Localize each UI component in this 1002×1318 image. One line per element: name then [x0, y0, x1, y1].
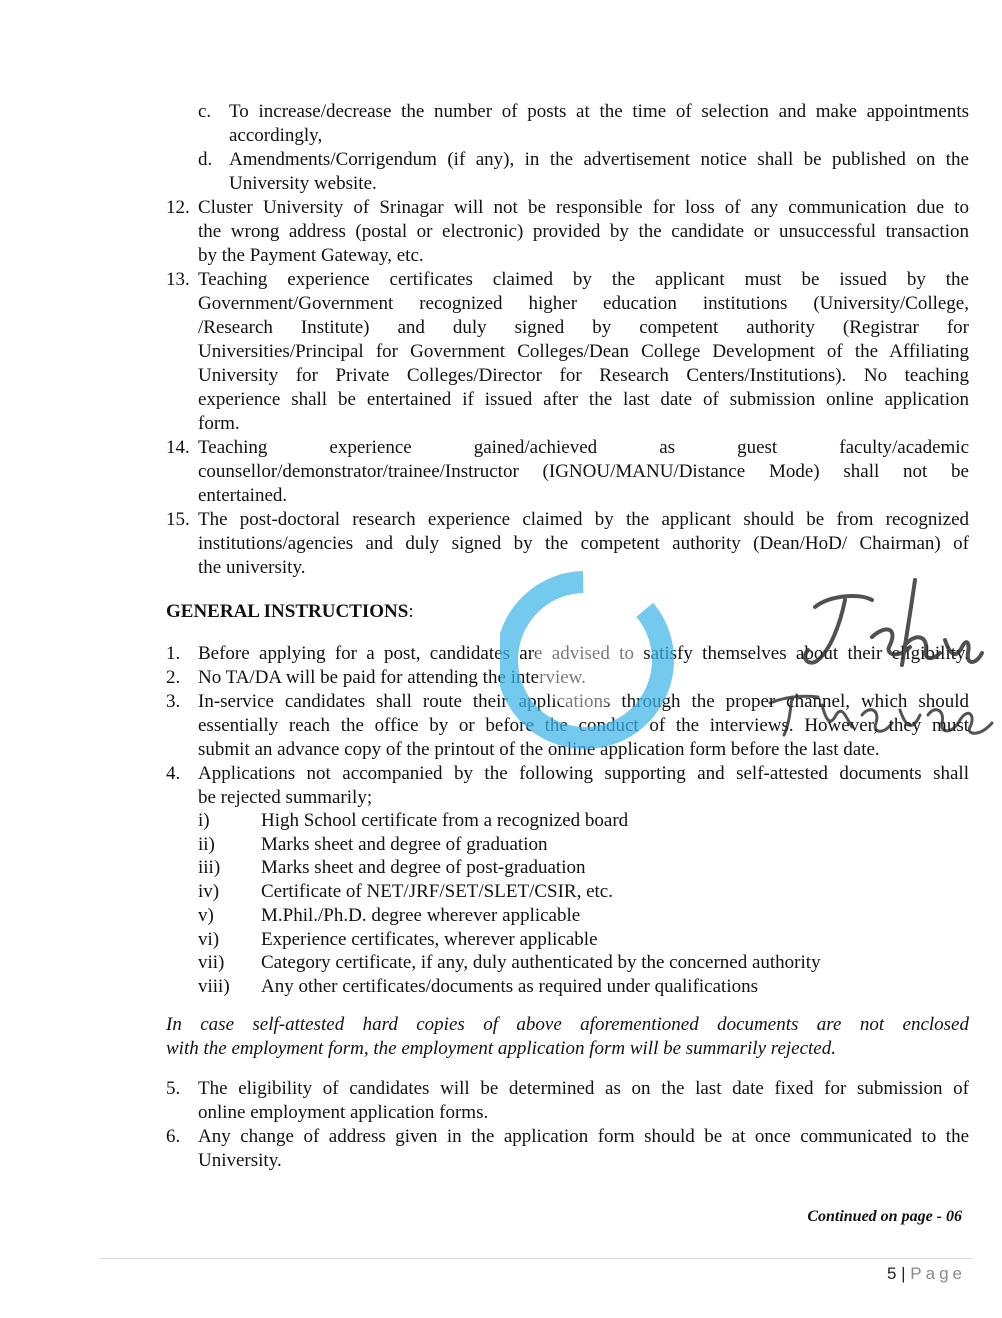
item-line: experience shall be entertained if issued after the last date of submission online application: [198, 389, 969, 410]
document-label: vii): [198, 952, 225, 973]
footer-separator: |: [901, 1264, 906, 1283]
document-label: iv): [198, 881, 220, 902]
document-label: ii): [198, 834, 215, 855]
item-line: by the Payment Gateway, etc.: [198, 245, 424, 266]
item-line: Teaching experience certificates claimed by the applicant must be issued by the: [198, 269, 969, 290]
page-word: Page: [910, 1264, 966, 1283]
instruction-number: 6.: [166, 1126, 181, 1147]
heading-colon: :: [408, 601, 414, 622]
italic-note-line: In case self-attested hard copies of above aforementioned documents are not enclosed: [166, 1014, 969, 1035]
sub-item-line: University website.: [229, 173, 377, 194]
instruction-number: 5.: [166, 1078, 181, 1099]
item-number: 15.: [166, 509, 190, 530]
document-text: Marks sheet and degree of post-graduation: [261, 857, 586, 878]
instruction-line: online employment application forms.: [198, 1102, 489, 1123]
item-number: 12.: [166, 197, 190, 218]
instruction-line: be rejected summarily;: [198, 787, 373, 808]
footer-divider: [100, 1258, 972, 1259]
general-instructions-heading: [166, 600, 414, 624]
document-text: Experience certificates, wherever applicable: [261, 929, 598, 950]
heading-text: GENERAL INSTRUCTIONS: [166, 601, 409, 622]
instruction-line: Before applying for a post, candidates are advised to satisfy themselves about their eligibility.: [198, 643, 969, 664]
sub-item-label: c.: [198, 101, 212, 122]
document-label: iii): [198, 857, 221, 878]
document-text: M.Phil./Ph.D. degree wherever applicable: [261, 905, 581, 926]
instruction-line: In-service candidates shall route their applications through the proper channel, which should: [198, 691, 969, 712]
document-text: Category certificate, if any, duly authenticated by the concerned authority: [261, 952, 821, 973]
instruction-line: Applications not accompanied by the following supporting and self-attested documents shall: [198, 763, 969, 784]
document-text: Any other certificates/documents as required under qualifications: [261, 976, 758, 997]
instruction-line: Any change of address given in the application form should be at once communicated to the: [198, 1126, 969, 1147]
document-label: v): [198, 905, 214, 926]
sub-item-line: To increase/decrease the number of posts at the time of selection and make appointments: [229, 101, 969, 122]
continued-note: Continued on page - 06: [807, 1208, 962, 1225]
item-line: Teaching experience gained/achieved as guest faculty/academic: [198, 437, 969, 458]
item-line: /Research Institute) and duly signed by competent authority (Registrar for: [198, 317, 969, 338]
page-footer: [887, 1264, 966, 1284]
sub-item-label: d.: [198, 149, 213, 170]
document-label: i): [198, 810, 210, 831]
item-line: The post-doctoral research experience claimed by the applicant should be from recognized: [198, 509, 969, 530]
instruction-line: The eligibility of candidates will be determined as on the last date fixed for submission of: [198, 1078, 969, 1099]
item-line: form.: [198, 413, 240, 434]
sub-item-line: accordingly,: [229, 125, 323, 146]
item-number: 13.: [166, 269, 190, 290]
italic-note-line: with the employment form, the employment application form will be summarily rejected.: [166, 1038, 836, 1059]
document-text: High School certificate from a recognized board: [261, 810, 629, 831]
item-line: the university.: [198, 557, 306, 578]
instruction-line: No TA/DA will be paid for attending the interview.: [198, 667, 586, 688]
item-line: counsellor/demonstrator/trainee/Instructor (IGNOU/MANU/Distance Mode) shall not be: [198, 461, 969, 482]
sub-item-line: Amendments/Corrigendum (if any), in the advertisement notice shall be published on the: [229, 149, 969, 170]
item-line: University for Private Colleges/Director for Research Centers/Institutions). No teaching: [198, 365, 969, 386]
document-text: Certificate of NET/JRF/SET/SLET/CSIR, etc.: [261, 881, 613, 902]
item-number: 14.: [166, 437, 190, 458]
instruction-number: 1.: [166, 643, 181, 664]
item-line: institutions/agencies and duly signed by the competent authority (Dean/HoD/ Chairman) of: [198, 533, 969, 554]
item-line: the wrong address (postal or electronic) provided by the candidate or unsuccessful transaction: [198, 221, 969, 242]
instruction-line: essentially reach the office by or before the conduct of the interviews. However, they must: [198, 715, 969, 736]
document-label: vi): [198, 929, 220, 950]
instruction-line: University.: [198, 1150, 282, 1171]
item-line: Universities/Principal for Government Colleges/Dean College Development of the Affiliating: [198, 341, 969, 362]
item-line: Government/Government recognized higher education institutions (University/College,: [198, 293, 969, 314]
instruction-line: submit an advance copy of the printout of the online application form before the last date.: [198, 739, 880, 760]
item-line: Cluster University of Srinagar will not be responsible for loss of any communication due to: [198, 197, 969, 218]
page-number: 5: [886, 1264, 897, 1283]
item-line: entertained.: [198, 485, 288, 506]
document-text: Marks sheet and degree of graduation: [261, 834, 548, 855]
instruction-number: 2.: [166, 667, 181, 688]
instruction-number: 4.: [166, 763, 181, 784]
instruction-number: 3.: [166, 691, 181, 712]
document-label: viii): [198, 976, 230, 997]
